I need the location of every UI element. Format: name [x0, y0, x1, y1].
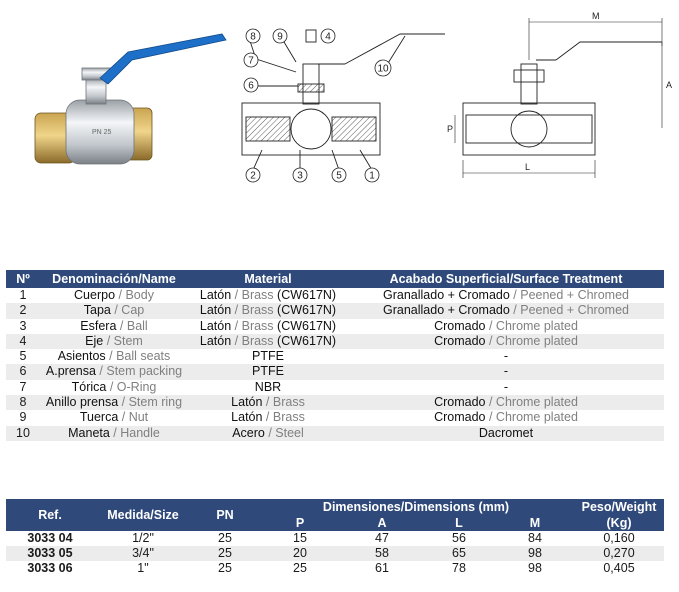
- part-name: [40, 349, 188, 364]
- part-name-es: Esfera: [80, 318, 117, 333]
- finish-value: -: [503, 379, 509, 394]
- material-es: Latón: [199, 288, 232, 302]
- separator: /: [116, 318, 127, 333]
- part-name-en: O-Ring: [116, 379, 157, 394]
- a-cell: 61: [375, 561, 389, 575]
- part-material: [188, 410, 348, 425]
- weight-cell: 0,405: [603, 561, 635, 575]
- size-cell: 1/2": [132, 531, 154, 545]
- separator: /: [110, 303, 122, 318]
- table-row: [6, 334, 664, 349]
- material-value: NBR: [254, 379, 282, 394]
- finish-en: Chrome plated: [495, 395, 578, 410]
- m-cell: 98: [528, 561, 542, 575]
- separator: /: [95, 364, 107, 379]
- part-number: 9: [19, 410, 27, 425]
- material-es: Latón: [199, 318, 232, 333]
- separator: /: [115, 288, 126, 302]
- dimensions-table: [6, 499, 664, 576]
- separator: /: [231, 288, 242, 302]
- part-number: 2: [6, 303, 40, 318]
- material-es: Acero: [232, 425, 265, 440]
- svg-text:1: 1: [369, 170, 375, 182]
- dim-label-a: A: [666, 80, 673, 90]
- header-weight: Peso/Weight: [574, 499, 664, 515]
- header-size: Medida/Size: [94, 499, 192, 531]
- finish-en: Chrome plated: [495, 333, 578, 348]
- svg-text:6: 6: [248, 80, 254, 92]
- callout-7: [244, 53, 258, 67]
- part-name-es: Eje: [85, 333, 104, 348]
- dim-label-l: L: [525, 162, 531, 172]
- separator: /: [231, 333, 242, 348]
- table-row: [6, 288, 664, 303]
- materials-table: [6, 270, 664, 441]
- material-en: Brass: [241, 318, 274, 333]
- material-en: Brass: [272, 410, 305, 425]
- part-material: [188, 349, 348, 364]
- part-name: [40, 334, 188, 349]
- finish-es: Cromado: [434, 318, 486, 333]
- material-es: Latón: [199, 333, 232, 348]
- part-finish: [348, 395, 664, 410]
- p-cell: 20: [258, 546, 342, 561]
- callout-1: [365, 168, 379, 182]
- pn-cell: 25: [192, 546, 258, 561]
- separator: /: [509, 303, 521, 318]
- p-cell: 15: [293, 531, 307, 545]
- part-finish: [348, 288, 664, 303]
- part-finish: [348, 334, 664, 349]
- svg-text:2: 2: [250, 170, 256, 182]
- part-number: 7: [19, 379, 27, 394]
- part-name-en: Stem ring: [128, 395, 183, 410]
- header-a: A: [342, 515, 422, 531]
- part-material: [188, 319, 348, 334]
- part-number: 6: [6, 364, 40, 379]
- material-en: Brass: [241, 333, 274, 348]
- part-name-en: Nut: [128, 410, 149, 425]
- part-name-es: A.prensa: [45, 364, 96, 379]
- part-finish: [348, 349, 664, 364]
- table-row: [6, 531, 664, 546]
- separator: /: [485, 333, 496, 348]
- svg-text:10: 10: [377, 63, 389, 75]
- header-l: L: [422, 515, 496, 531]
- separator: /: [485, 318, 496, 333]
- part-name: [40, 410, 188, 425]
- size-cell: 1": [137, 561, 149, 575]
- material-es: Latón: [199, 303, 232, 318]
- material-code: (CW617N): [277, 318, 337, 333]
- part-name-es: Tórica: [71, 379, 107, 394]
- part-name-es: Asientos: [57, 349, 106, 364]
- material-en: Brass: [241, 303, 274, 318]
- pn-cell: 25: [218, 531, 232, 545]
- a-cell: 47: [375, 531, 389, 545]
- callouts: [244, 29, 391, 182]
- part-name-es: Maneta: [68, 425, 110, 440]
- part-name-en: Body: [125, 288, 154, 302]
- separator: /: [105, 349, 117, 364]
- table-row: [6, 395, 664, 410]
- separator: /: [106, 379, 117, 394]
- table-row: [6, 303, 664, 318]
- svg-text:3: 3: [297, 170, 303, 182]
- svg-text:7: 7: [248, 55, 254, 67]
- material-en: Steel: [275, 425, 304, 440]
- separator: /: [262, 410, 273, 425]
- finish-en: Chrome plated: [495, 410, 578, 425]
- part-finish: [348, 410, 664, 425]
- finish-es: Cromado: [434, 410, 486, 425]
- dim-label-p: P: [447, 124, 454, 134]
- table-row: [6, 349, 664, 364]
- separator: /: [485, 395, 496, 410]
- part-material: [188, 303, 348, 318]
- table-row: [6, 426, 664, 441]
- separator: /: [231, 318, 242, 333]
- part-number: 10: [6, 426, 40, 441]
- separator: /: [485, 410, 496, 425]
- materials-body: [6, 288, 664, 441]
- ref-cell: 3033 06: [27, 561, 73, 575]
- part-name: [40, 395, 188, 410]
- callout-4: [321, 29, 335, 43]
- dimensions-body: [6, 531, 664, 576]
- blue-handle: [100, 34, 226, 84]
- part-name: [40, 303, 188, 318]
- dims-header-row-1: [6, 499, 664, 515]
- separator: /: [264, 425, 276, 440]
- finish-value: -: [503, 364, 509, 379]
- a-cell: 58: [342, 546, 422, 561]
- part-name-en: Ball seats: [116, 349, 171, 364]
- svg-text:8: 8: [250, 31, 256, 43]
- ref-cell: 3033 04: [27, 531, 73, 545]
- part-material: [188, 395, 348, 410]
- finish-value: Dacromet: [478, 425, 534, 440]
- dimension-labels: [447, 11, 672, 172]
- material-code: (CW617N): [277, 288, 337, 302]
- part-number: 3: [19, 318, 27, 333]
- material-es: Latón: [231, 410, 263, 425]
- weight-cell: 0,270: [574, 546, 664, 561]
- part-material: [188, 288, 348, 303]
- dimension-drawing: [455, 18, 662, 178]
- separator: /: [231, 303, 242, 318]
- dim-label-m: M: [592, 11, 600, 21]
- callout-2: [246, 168, 260, 182]
- callout-9: [273, 29, 287, 43]
- part-finish: [348, 303, 664, 318]
- weight-cell: 0,160: [603, 531, 635, 545]
- callout-6: [244, 78, 258, 92]
- finish-es: Granallado + Cromado: [383, 303, 510, 318]
- section-drawing: [242, 30, 445, 170]
- table-row: [6, 380, 664, 395]
- separator: /: [262, 395, 273, 410]
- svg-text:4: 4: [325, 31, 331, 43]
- finish-es: Granallado + Cromado: [383, 288, 510, 302]
- separator: /: [103, 333, 114, 348]
- part-finish: [348, 426, 664, 441]
- part-number: 4: [6, 334, 40, 349]
- material-code: (CW617N): [277, 303, 337, 318]
- material-en: Brass: [272, 395, 305, 410]
- separator: /: [118, 395, 129, 410]
- header-p: P: [258, 515, 342, 531]
- separator: /: [118, 410, 129, 425]
- svg-text:5: 5: [336, 170, 342, 182]
- l-cell: 65: [422, 546, 496, 561]
- part-finish: [348, 380, 664, 395]
- part-number: 1: [19, 288, 27, 302]
- part-material: [188, 334, 348, 349]
- part-name-en: Ball: [126, 318, 148, 333]
- svg-text:9: 9: [277, 31, 283, 43]
- part-name-en: Stem packing: [106, 364, 183, 379]
- l-cell: 78: [452, 561, 466, 575]
- table-row: [6, 319, 664, 334]
- part-name: [40, 364, 188, 379]
- header-weight-unit: (Kg): [574, 515, 664, 531]
- header-surface-treatment: Acabado Superficial/Surface Treatment: [348, 270, 664, 288]
- header-m: M: [496, 515, 574, 531]
- table-row: [6, 561, 664, 576]
- part-name-es: Tuerca: [79, 410, 119, 425]
- part-name: [40, 426, 188, 441]
- finish-value: -: [503, 349, 509, 364]
- part-material: [188, 364, 348, 379]
- part-material: [188, 380, 348, 395]
- part-finish: [348, 364, 664, 379]
- material-code: (CW617N): [277, 333, 337, 348]
- material-value: PTFE: [252, 364, 284, 379]
- callout-10: [375, 60, 391, 76]
- part-name: [40, 380, 188, 395]
- callout-5: [332, 168, 346, 182]
- finish-en: Peened + Chromed: [520, 303, 629, 318]
- valve-photo: [35, 34, 226, 164]
- callout-8: [246, 29, 260, 43]
- callout-3: [293, 168, 307, 182]
- part-name-es: Cuerpo: [74, 288, 116, 302]
- finish-en: Chrome plated: [495, 318, 578, 333]
- ref-cell: 3033 05: [6, 546, 94, 561]
- header-number: Nº: [6, 270, 40, 288]
- material-value: PTFE: [252, 349, 284, 364]
- table-row: [6, 546, 664, 561]
- part-name-es: Tapa: [83, 303, 111, 318]
- part-name-en: Handle: [120, 425, 160, 440]
- part-material: [188, 426, 348, 441]
- material-es: Latón: [231, 395, 263, 410]
- m-cell: 84: [528, 531, 542, 545]
- material-en: Brass: [241, 288, 274, 302]
- materials-header-row: [6, 270, 664, 288]
- m-cell: 98: [496, 546, 574, 561]
- header-name: Denominación/Name: [40, 270, 188, 288]
- header-pn: PN: [192, 499, 258, 531]
- part-finish: [348, 319, 664, 334]
- header-ref: Ref.: [6, 499, 94, 531]
- finish-es: Cromado: [434, 333, 486, 348]
- p-cell: 25: [293, 561, 307, 575]
- part-name-en: Cap: [121, 303, 145, 318]
- size-cell: 3/4": [94, 546, 192, 561]
- part-name-es: Anillo prensa: [45, 395, 119, 410]
- pn-cell: 25: [218, 561, 232, 575]
- part-number: 8: [6, 395, 40, 410]
- l-cell: 56: [452, 531, 466, 545]
- part-number: 5: [19, 349, 27, 364]
- part-name: [40, 319, 188, 334]
- table-row: [6, 364, 664, 379]
- separator: /: [109, 425, 121, 440]
- finish-es: Cromado: [434, 395, 486, 410]
- finish-en: Peened + Chromed: [520, 288, 629, 302]
- separator: /: [509, 288, 521, 302]
- part-name: [40, 288, 188, 303]
- part-name-en: Stem: [113, 333, 143, 348]
- header-material: Material: [188, 270, 348, 288]
- header-dimensions: Dimensiones/Dimensions (mm): [258, 499, 574, 515]
- svg-text:PN 25: PN 25: [92, 129, 112, 136]
- table-row: [6, 410, 664, 425]
- product-drawings: [0, 0, 679, 270]
